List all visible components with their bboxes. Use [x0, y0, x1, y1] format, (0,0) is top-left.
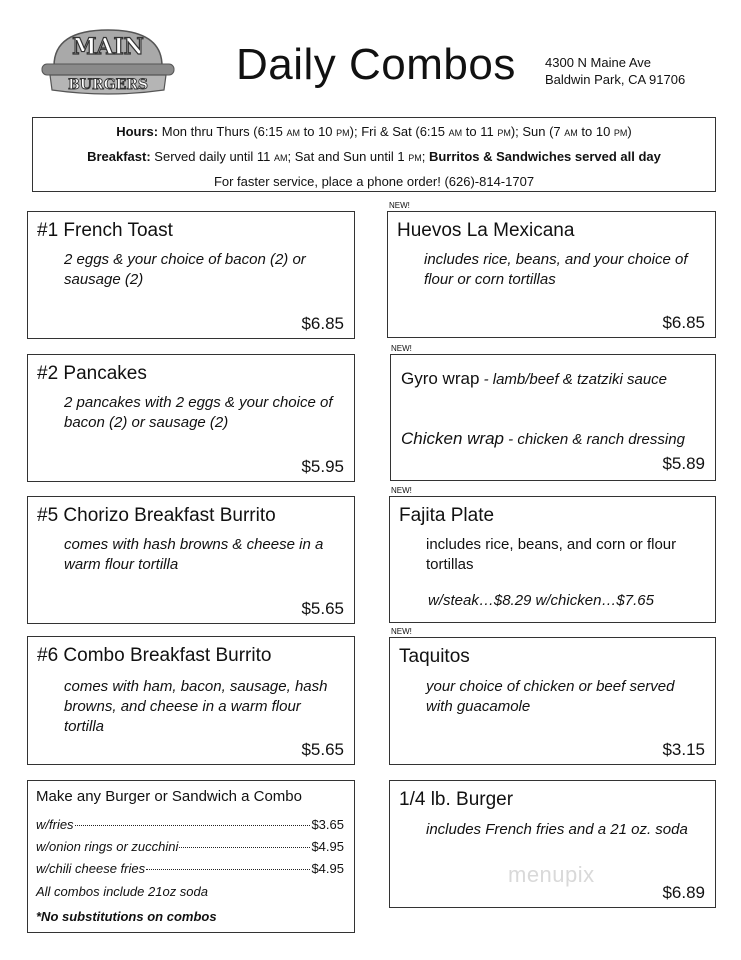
item-price: $6.89 [662, 883, 705, 902]
chicken-wrap-name: Chicken wrap [401, 429, 504, 448]
menupix-watermark: menupix [508, 862, 595, 887]
item-price: $3.15 [662, 740, 705, 759]
new-badge: NEW! [391, 344, 412, 353]
chicken-wrap-line [401, 428, 705, 451]
combo-box [27, 780, 355, 933]
logo-bottom-text: BURGERS [67, 77, 149, 93]
item-description: comes with ham, bacon, sausage, hash browns, and cheese in a warm flour tortilla [64, 678, 328, 735]
menu-item-pancakes [27, 354, 355, 482]
fajita-prices: w/steak…$8.29 w/chicken…$7.65 [428, 592, 654, 609]
item-name: #2 Pancakes [37, 363, 147, 384]
page-title: Daily Combos [236, 40, 516, 89]
item-description: comes with hash browns & cheese in a warm flour tortilla [64, 536, 324, 573]
item-price: $5.95 [301, 457, 344, 476]
new-badge: NEW! [391, 486, 412, 495]
item-name: Fajita Plate [399, 505, 495, 526]
address-line2: Baldwin Park, CA 91706 [545, 72, 686, 87]
combo-note-soda: All combos include 21oz soda [36, 884, 208, 899]
item-price: $6.85 [662, 313, 705, 332]
item-description: 2 pancakes with 2 eggs & your choice of bacon (2) or sausage (2) [64, 394, 333, 431]
combo-option-price: $4.95 [311, 839, 344, 854]
chicken-wrap-desc: - chicken & ranch dressing [504, 431, 685, 448]
combo-row-onion-rings [36, 839, 344, 854]
combo-note-no-substitutions: *No substitutions on combos [36, 909, 217, 924]
item-name: 1/4 lb. Burger [399, 789, 514, 810]
menu-item-fajita-plate [389, 496, 716, 623]
new-badge: NEW! [391, 627, 412, 636]
menu-item-huevos [387, 211, 716, 338]
phone-line: For faster service, place a phone order! (626)-814-1707 [213, 174, 535, 189]
address-line1: 4300 N Maine Ave [545, 55, 651, 70]
hours-line: Hours: Mon thru Thurs (6:15 AM to 10 PM); Fri & Sat (6:15 AM to 11 PM); Sun (7 AM to 10 PM) [116, 124, 632, 139]
combo-title: Make any Burger or Sandwich a Combo [36, 788, 302, 805]
combo-option-price: $3.65 [311, 817, 344, 832]
item-name: #1 French Toast [37, 220, 173, 241]
logo-top-text: MAIN [72, 34, 144, 60]
combo-option-price: $4.95 [311, 861, 344, 876]
menu-item-french-toast [27, 211, 355, 339]
menu-item-combo-burrito [27, 636, 355, 765]
dot-leader [179, 847, 310, 848]
item-description: 2 eggs & your choice of bacon (2) or sausage (2) [64, 251, 306, 288]
item-name: Huevos La Mexicana [397, 220, 575, 241]
item-price: $6.85 [301, 314, 344, 333]
dot-leader [146, 869, 310, 870]
item-price: $5.89 [662, 454, 705, 473]
gyro-wrap-name: Gyro wrap [401, 369, 480, 388]
new-badge: NEW! [389, 201, 410, 210]
item-description: includes rice, beans, and your choice of flour or corn tortillas [424, 251, 688, 288]
menu-item-taquitos [389, 637, 716, 765]
item-price: $5.65 [301, 599, 344, 618]
combo-row-chili-cheese [36, 861, 344, 876]
gyro-wrap-desc: - lamb/beef & tzatziki sauce [479, 371, 668, 388]
address [545, 54, 685, 88]
combo-option-label: w/chili cheese fries [36, 861, 146, 876]
item-description: your choice of chicken or beef served with guacamole [426, 678, 675, 715]
combo-option-label: w/fries [36, 817, 74, 832]
main-burgers-logo [40, 26, 176, 98]
hours-info-box [32, 117, 716, 192]
combo-option-label: w/onion rings or zucchini [36, 839, 179, 854]
item-description: includes French fries and a 21 oz. soda [426, 821, 688, 838]
gyro-wrap-line [401, 368, 705, 391]
combo-row-fries [36, 817, 344, 832]
menu-item-chorizo-burrito [27, 496, 355, 624]
item-price: $5.65 [301, 740, 344, 759]
dot-leader [75, 825, 311, 826]
breakfast-line: Breakfast: Served daily until 11 AM; Sat and Sun until 1 PM; Burritos & Sandwiches served all day [87, 149, 661, 164]
menu-item-burger [389, 780, 716, 908]
item-name: #5 Chorizo Breakfast Burrito [37, 505, 276, 526]
item-name: #6 Combo Breakfast Burrito [37, 645, 272, 666]
menu-item-wraps [390, 354, 716, 481]
item-name: Taquitos [399, 646, 470, 667]
item-description: includes rice, beans, and corn or flour tortillas [426, 536, 677, 573]
